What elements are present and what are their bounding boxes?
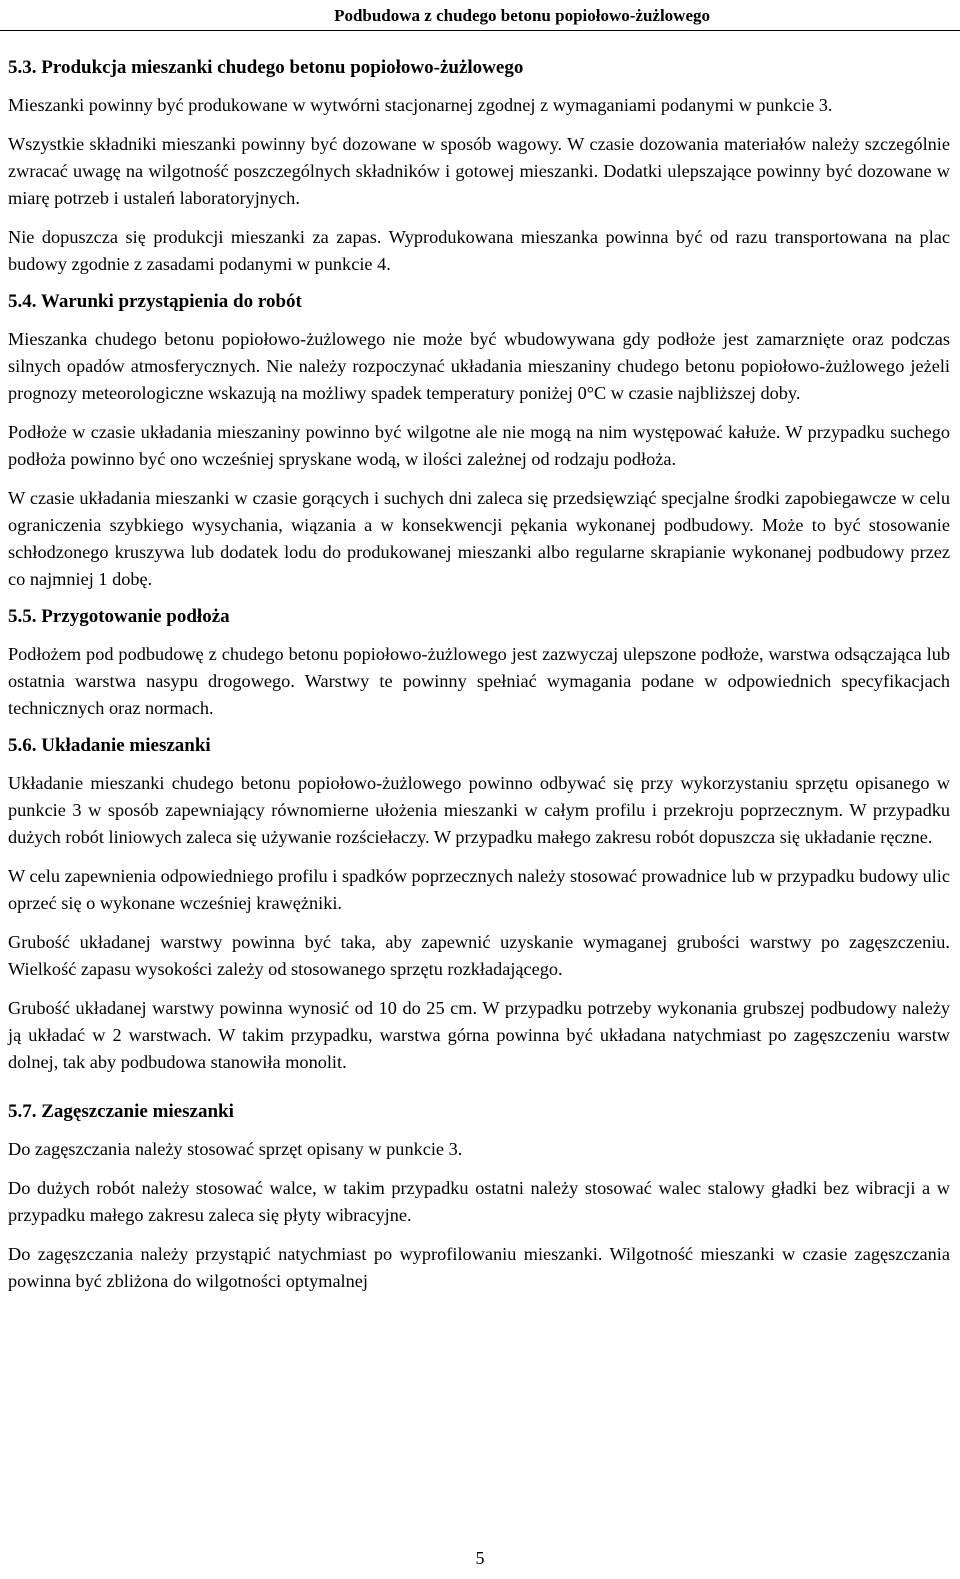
paragraph: Układanie mieszanki chudego betonu popiołowo-żużlowego powinno odbywać się przy wykorzystaniu sprzętu opisanego w punkcie 3 w sposób zapewniający równomierne ułożenia mieszanki w całym profilu i przekroju poprzecznym. W przypadku dużych robót liniowych zaleca się używanie rozściełaczy. W przypadku małego zakresu robót dopuszcza się układanie ręczne. [8, 773, 950, 847]
paragraph: Mieszanki powinny być produkowane w wytwórni stacjonarnej zgodnej z wymaganiami podanymi w punkcie 3. [8, 95, 833, 115]
page-content [8, 56, 950, 1307]
paragraph: Do dużych robót należy stosować walce, w takim przypadku ostatni należy stosować walec stalowy gładki bez wibracji a w przypadku małego zakresu zaleca się płyty wibracyjne. [8, 1178, 950, 1225]
section-heading-5-5: 5.5. Przygotowanie podłoża [8, 606, 230, 627]
paragraph: Podłoże w czasie układania mieszaniny powinno być wilgotne ale nie mogą na nim występować kałuże. W przypadku suchego podłoża powinno być ono wcześniej spryskane wodą, w ilości zależnej od rodzaju podłoża. [8, 422, 950, 469]
header-divider [0, 30, 960, 31]
page-number: 5 [475, 1548, 485, 1568]
running-header: Podbudowa z chudego betonu popiołowo-żużlowego [334, 6, 710, 25]
section-heading-5-3: 5.3. Produkcja mieszanki chudego betonu popiołowo-żużlowego [8, 57, 524, 78]
paragraph: W czasie układania mieszanki w czasie gorących i suchych dni zaleca się przedsięwziąć specjalne środki zapobiegawcze w celu ograniczenia szybkiego wysychania, wiązania a w konsekwencji pękania wykonanej podbudowy. Może to być stosowanie schłodzonego kruszywa lub dodatek lodu do produkowanej mieszanki albo regularne skrapianie wykonanej podbudowy przez co najmniej 1 dobę. [8, 488, 950, 589]
section-heading-5-6: 5.6. Układanie mieszanki [8, 735, 211, 756]
section-heading-5-7: 5.7. Zagęszczanie mieszanki [8, 1101, 234, 1122]
paragraph: Do zagęszczania należy stosować sprzęt opisany w punkcie 3. [8, 1139, 463, 1159]
paragraph: Nie dopuszcza się produkcji mieszanki za zapas. Wyprodukowana mieszanka powinna być od razu transportowana na plac budowy zgodnie z zasadami podanymi w punkcie 4. [8, 227, 950, 274]
paragraph: Grubość układanej warstwy powinna być taka, aby zapewnić uzyskanie wymaganej grubości warstwy po zagęszczeniu. Wielkość zapasu wysokości zależy od stosowanego sprzętu rozkładającego. [8, 932, 950, 979]
paragraph: Podłożem pod podbudowę z chudego betonu popiołowo-żużlowego jest zazwyczaj ulepszone podłoże, warstwa odsączająca lub ostatnia warstwa nasypu drogowego. Warstwy te powinny spełniać wymagania podane w odpowiednich specyfikacjach technicznych oraz normach. [8, 644, 950, 718]
paragraph: Grubość układanej warstwy powinna wynosić od 10 do 25 cm. W przypadku potrzeby wykonania grubszej podbudowy należy ją układać w 2 warstwach. W takim przypadku, warstwa górna powinna być układana natychmiast po zagęszczeniu warstw dolnej, tak aby podbudowa stanowiła monolit. [8, 998, 950, 1072]
paragraph: Do zagęszczania należy przystąpić natychmiast po wyprofilowaniu mieszanki. Wilgotność mieszanki w czasie zagęszczania powinna być zbliżona do wilgotności optymalnej [8, 1244, 950, 1291]
paragraph: Wszystkie składniki mieszanki powinny być dozowane w sposób wagowy. W czasie dozowania materiałów należy szczególnie zwracać uwagę na wilgotność poszczególnych składników i gotowej mieszanki. Dodatki ulepszające powinny być dozowane w miarę potrzeb i ustaleń laboratoryjnych. [8, 134, 950, 208]
section-heading-5-4: 5.4. Warunki przystąpienia do robót [8, 291, 302, 312]
paragraph: W celu zapewnienia odpowiedniego profilu i spadków poprzecznych należy stosować prowadnice lub w przypadku budowy ulic oprzeć się o wykonane wcześniej krawężniki. [8, 866, 950, 913]
paragraph: Mieszanka chudego betonu popiołowo-żużlowego nie może być wbudowywana gdy podłoże jest zamarznięte oraz podczas silnych opadów atmosferycznych. Nie należy rozpoczynać układania mieszaniny chudego betonu popiołowo-żużlowego jeżeli prognozy meteorologiczne wskazują na możliwy spadek temperatury poniżej 0°C w czasie najbliższej doby. [8, 329, 950, 403]
